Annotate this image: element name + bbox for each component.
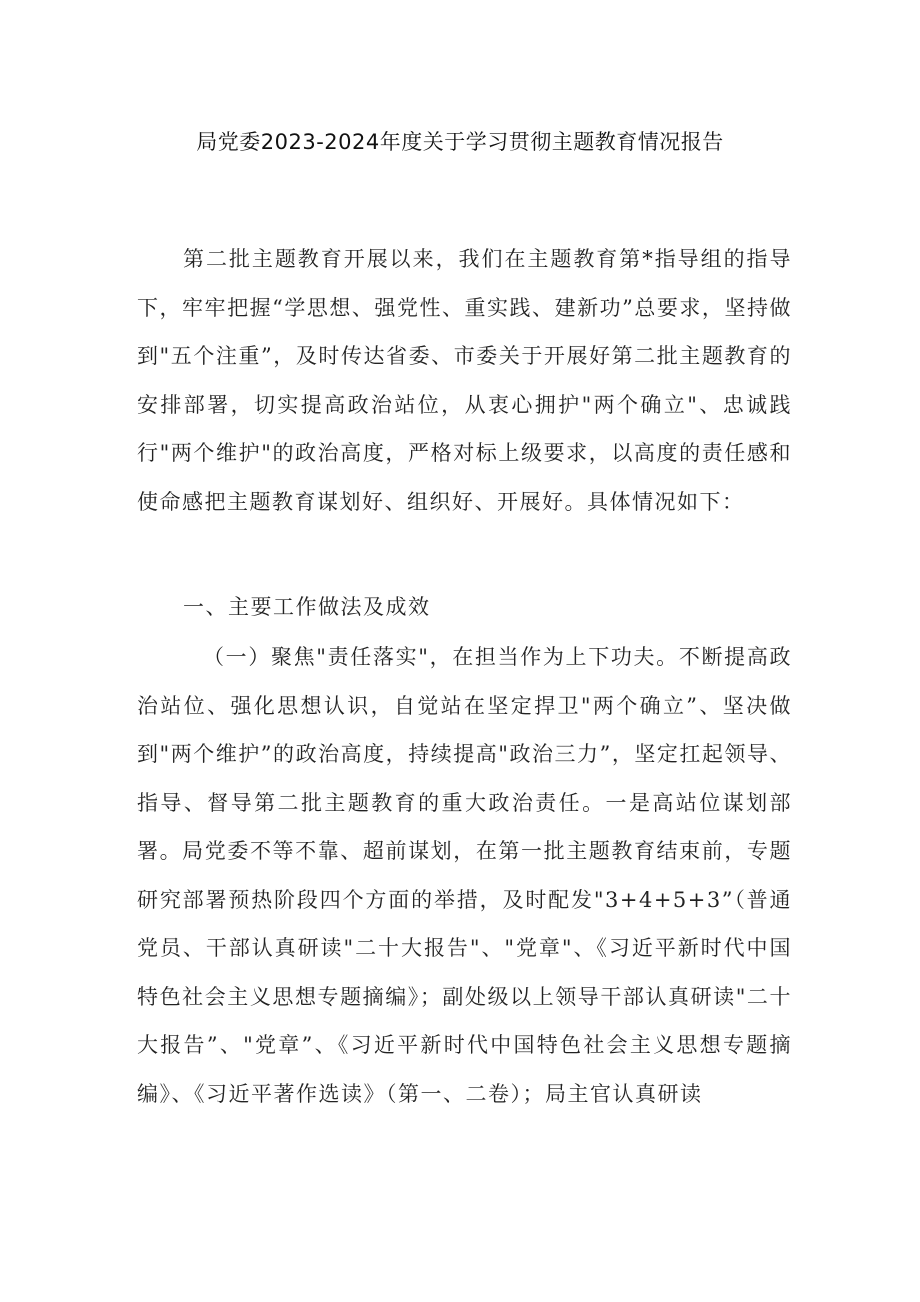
paragraph-section-1-1	[137, 633, 792, 1118]
document-title: 局党委2023-2024年度关于学习贯彻主题教育情况报告	[196, 130, 724, 154]
section-heading-1	[137, 583, 792, 632]
paragraph-intro-text: 第二批主题教育开展以来，我们在主题教育第*指导组的指导下，牢牢把握“学思想、强党性、重实践、建新功”总要求，坚持做到"五个注重”，及时传达省委、市委关于开展好第二批主题教育的安排部署，切实提高政治站位，从衷心拥护"两个确立"、忠诚践行"两个维护"的政治高度，严格对标上级要求，以高度的责任感和使命感把主题教育谋划好、组织好、开展好。具体情况如下：	[137, 247, 792, 514]
section-heading-1-text: 一、主要工作做法及成效	[183, 595, 431, 619]
paragraph-intro	[137, 235, 792, 526]
paragraph-section-1-1-text: （一）聚焦"责任落实"，在担当作为上下功夫。不断提高政治站位、强化思想认识，自觉站在坚定捍卫"两个确立”、坚决做到"两个维护”的政治高度，持续提高"政治三力”，坚定扛起领导、指导、督导第二批主题教育的重大政治责任。一是高站位谋划部署。局党委不等不靠、超前谋划，在第一批主题教育结束前，专题研究部署预热阶段四个方面的举措，及时配发"3+4+5+3”（普通党员、干部认真研读"二十大报告"、"党章"、《习近平新时代中国特色社会主义思想专题摘编》；副处级以上领导干部认真研读"二十大报告”、"党章”、《习近平新时代中国特色社会主义思想专题摘编》、《习近平著作选读》（第一、二卷）；局主官认真研读	[137, 645, 792, 1106]
